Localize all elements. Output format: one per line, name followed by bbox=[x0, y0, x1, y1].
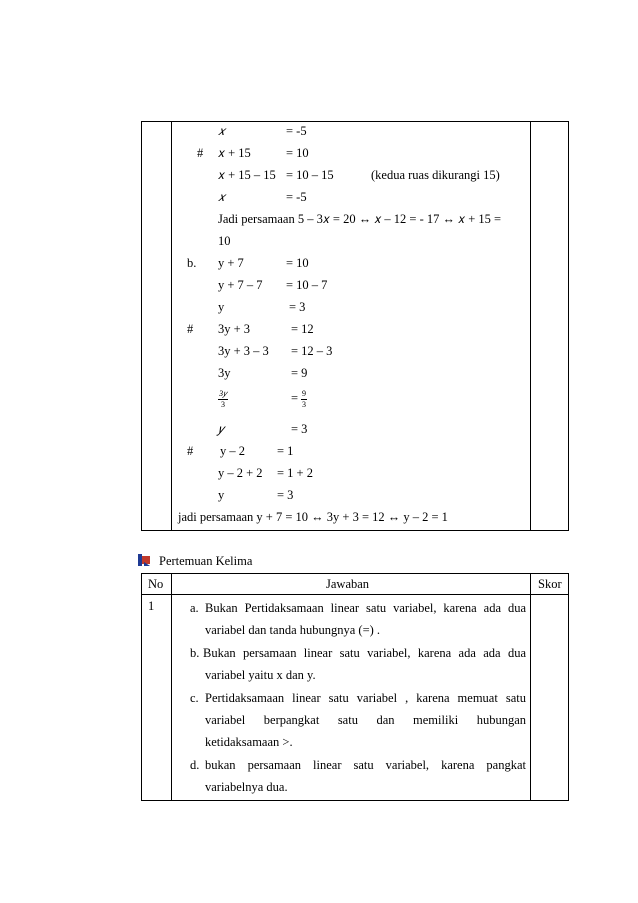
fraction-rhs-numerator: 9 bbox=[302, 389, 306, 398]
header-skor: Skor bbox=[538, 577, 562, 591]
eq-rhs: = 10 – 7 bbox=[286, 278, 328, 292]
eq-rhs: = 3 bbox=[289, 300, 306, 314]
conclusion-a-line2: 10 bbox=[218, 234, 231, 248]
eq-rhs: = 10 bbox=[286, 256, 309, 270]
item-b-line1: Bukan persamaan linear satu variabel, karena ada ada dua bbox=[203, 646, 526, 660]
header-jawaban: Jawaban bbox=[326, 577, 370, 591]
table1-top-border bbox=[141, 121, 569, 122]
eq-lhs: y bbox=[218, 300, 225, 314]
eq-rhs: = -5 bbox=[286, 124, 307, 138]
item-a-line1: Bukan Pertidaksamaan linear satu variabel, karena ada dua bbox=[205, 601, 526, 615]
item-b-line2: variabel yaitu x dan y. bbox=[205, 668, 316, 682]
eq-lhs: y – 2 bbox=[220, 444, 245, 458]
equivalence-mark: # bbox=[187, 444, 194, 458]
conclusion-b: jadi persamaan y + 7 = 10 ↔ 3y + 3 = 12 ↔ y – 2 = 1 bbox=[178, 510, 448, 524]
header-no: No bbox=[148, 577, 164, 591]
item-a-line2: variabel dan tanda hubungnya (=) . bbox=[205, 623, 381, 637]
eq-lhs: 𝑥 + 15 bbox=[218, 146, 251, 160]
item-d-line2: variabelnya dua. bbox=[205, 780, 288, 794]
eq-rhs: = 3 bbox=[277, 488, 294, 502]
table1-bottom-border bbox=[141, 530, 569, 531]
table2-bottom-border bbox=[141, 800, 569, 801]
fraction-lhs-numerator: 3𝑦 bbox=[219, 389, 227, 398]
eq-lhs: y – 2 + 2 bbox=[218, 466, 263, 480]
eq-lhs: y bbox=[218, 488, 225, 502]
table2-left-border bbox=[141, 573, 142, 801]
table1-left-border bbox=[141, 121, 142, 531]
eq-rhs: = 10 – 15 bbox=[286, 168, 334, 182]
table1-right-border bbox=[568, 121, 569, 531]
eq-note: (kedua ruas dikurangi 15) bbox=[371, 168, 500, 182]
table2-right-border bbox=[568, 573, 569, 801]
table2-col-divider-1 bbox=[171, 573, 172, 801]
eq-lhs: y + 7 bbox=[218, 256, 244, 270]
fraction-equals: = bbox=[291, 391, 299, 405]
eq-lhs: 3y + 3 bbox=[218, 322, 251, 336]
eq-lhs: y + 7 – 7 bbox=[218, 278, 263, 292]
item-d-label: d. bbox=[190, 758, 200, 772]
item-c-line3: ketidaksamaan >. bbox=[205, 735, 293, 749]
eq-rhs: = 1 bbox=[277, 444, 294, 458]
eq-rhs: = 10 bbox=[286, 146, 309, 160]
eq-rhs: = 9 bbox=[291, 366, 308, 380]
item-b-label: b. bbox=[190, 646, 200, 660]
table2-header-divider bbox=[141, 594, 569, 595]
eq-lhs: 𝑥 + 15 – 15 bbox=[218, 168, 276, 182]
table1-col-divider-2 bbox=[530, 121, 531, 531]
item-d-line1: bukan persamaan linear satu variabel, karena pangkat bbox=[205, 758, 526, 772]
eq-rhs: = -5 bbox=[286, 190, 307, 204]
eq-rhs: = 12 bbox=[291, 322, 314, 336]
eq-lhs: 𝑥 bbox=[218, 124, 225, 138]
eq-lhs: 3y + 3 – 3 bbox=[218, 344, 269, 358]
item-c-line2: variabel berpangkat satu dan memiliki hubungan bbox=[205, 713, 526, 727]
conclusion-a-line1: Jadi persamaan 5 – 3𝑥 = 20 ↔ 𝑥 – 12 = - 17 ↔ 𝑥 + 15 = bbox=[218, 212, 502, 226]
table2-top-border bbox=[141, 573, 569, 574]
section-title: Pertemuan Kelima bbox=[159, 554, 253, 568]
eq-rhs: = 1 + 2 bbox=[277, 466, 313, 480]
eq-lhs: 𝑦 bbox=[218, 422, 224, 436]
bullet-arrow-icon bbox=[137, 553, 151, 567]
part-b-label: b. bbox=[187, 256, 197, 270]
eq-rhs: = 3 bbox=[291, 422, 308, 436]
fraction-rhs-denominator: 3 bbox=[302, 400, 306, 409]
eq-lhs: 3y bbox=[218, 366, 231, 380]
item-c-label: c. bbox=[190, 691, 199, 705]
fraction-lhs-denominator: 3 bbox=[221, 400, 225, 409]
equivalence-mark: # bbox=[187, 322, 194, 336]
eq-rhs: = 12 – 3 bbox=[291, 344, 333, 358]
item-c-line1: Pertidaksamaan linear satu variabel , karena memuat satu bbox=[205, 691, 526, 705]
row-number: 1 bbox=[148, 599, 155, 613]
table1-col-divider-1 bbox=[171, 121, 172, 531]
eq-lhs: 𝑥 bbox=[218, 190, 225, 204]
equivalence-mark: # bbox=[197, 146, 204, 160]
table2-col-divider-2 bbox=[530, 573, 531, 801]
item-a-label: a. bbox=[190, 601, 199, 615]
